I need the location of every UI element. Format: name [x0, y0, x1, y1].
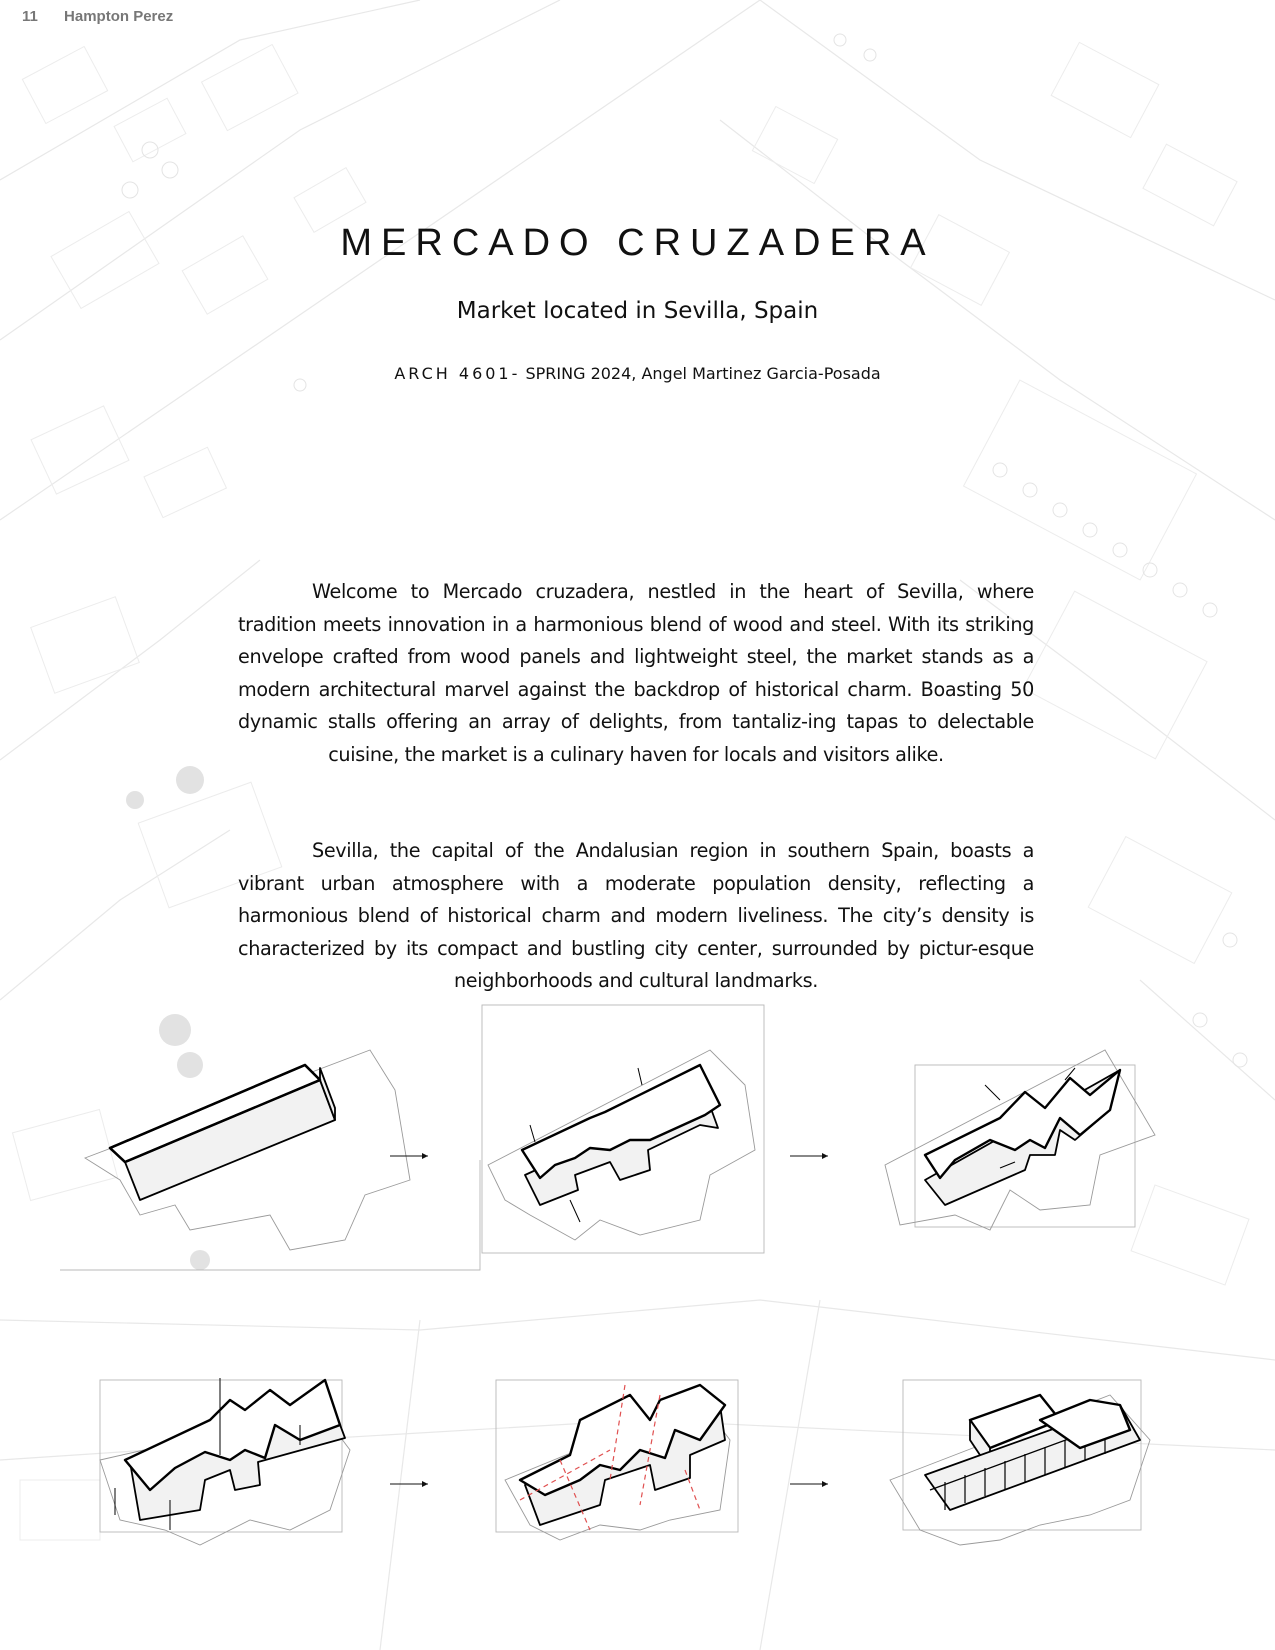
page-number: 11 — [22, 8, 38, 25]
massing-vertical-arrows-icon — [100, 1378, 350, 1545]
page-header — [22, 8, 173, 25]
course-info — [0, 364, 1275, 383]
course-code: ARCH 4601- — [394, 364, 521, 383]
massing-cut-lines-icon — [505, 1385, 730, 1540]
massing-folded-icon — [885, 1050, 1155, 1230]
intro-paragraph: Welcome to Mercado cruzadera, nestled in the heart of Sevilla, where tradition meets innovation in a harmonious blend of wood and steel. With its striking envelope crafted from wood panels and lightweight steel, the market stands as a modern architectural marvel against the backdrop of historical charm. Boasting 50 dynamic stalls offering an array of delights, from tantaliz-ing tapas to delectable cuisine, the market is a culinary haven for locals and visitors alike. — [238, 580, 1034, 766]
project-title: MERCADO CRUZADERA — [340, 222, 935, 264]
course-term-instructor: SPRING 2024, Angel Martinez Garcia-Posada — [525, 364, 881, 383]
massing-structure-icon — [890, 1395, 1150, 1545]
context-paragraph: Sevilla, the capital of the Andalusian region in southern Spain, boasts a vibrant urban atmosphere with a moderate population density, reflecting a harmonious blend of historical charm and modern liveliness. The city’s density is characterized by its compact and bustling city center, surrounded by pictur-esque neighborhoods and cultural landmarks. — [238, 839, 1034, 992]
massing-diagrams — [0, 1000, 1275, 1620]
massing-block-icon — [85, 1050, 410, 1250]
massing-carved-icon — [488, 1050, 755, 1240]
project-subtitle: Market located in Sevilla, Spain — [456, 298, 819, 324]
author-name: Hampton Perez — [64, 8, 174, 25]
